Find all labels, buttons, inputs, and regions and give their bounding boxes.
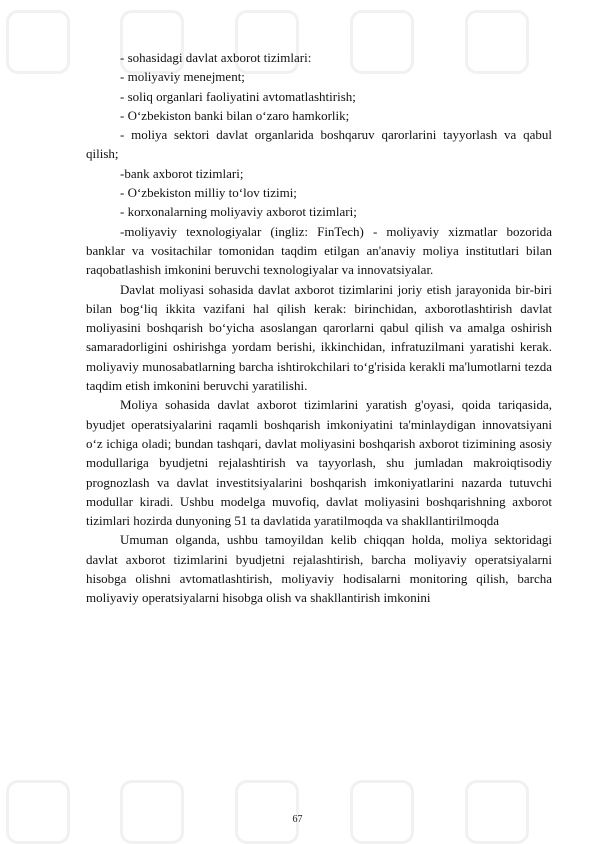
page-number: 67	[292, 814, 303, 825]
list-item-moliyaviy-menejment: - moliyaviy menejment;	[120, 69, 245, 85]
list-item-korxonalar-tizimlari: - korxonalarning moliyaviy axborot tizimlari;	[120, 204, 357, 220]
list-item-milliy-tolov-tizimi: - O‘zbekiston milliy to‘lov tizimi;	[120, 185, 297, 201]
paragraph-davlat-moliyasi: Davlat moliyasi sohasida davlat axborot tizimlarini joriy etish jarayonida bir-biri bilan bog‘liq ikkita vazifani hal qilish kerak: birinchidan, axborotlashtirish davlat moliyasini boshqarish bo‘yicha asoslangan qarorlarni qabul qilish va amalga oshirish samaradorligini oshirishga yordam berishi, ikkinchidan, infratuzilmani yaratishi kerak. moliyaviy munosabatlarning barcha ishtirokchilari to‘g'risida kerakli ma'lumotlarni tezda taqdim etish imkonini beruvchi yaratilishi.	[86, 281, 552, 394]
list-item-boshqaruv-qarorlari: - moliya sektori davlat organlarida boshqaruv qarorlarini tayyorlash va qabul qilish;	[86, 127, 552, 162]
paragraph-moliya-sohasida: Moliya sohasida davlat axborot tizimlarini yaratish g'oyasi, qoida tariqasida, byudjet operatsiyalarini raqamli boshqarish imkoniyatini ta'minlaydigan innovatsiyani o‘z ichiga oladi; bundan tashqari, davlat moliyasini boshqarish axborot tizimining asosiy modullariga byudjetni rejalashtirish va tayyorlash, shu jumladan makroiqtisodiy prognozlash va davlat investitsiyalarini boshqarish imkoniyatlarini nazarda tutuvchi modullar kiradi. Ushbu modelga muvofiq, davlat moliyasini boshqarishning axborot tizimlari hozirda dunyoning 51 ta davlatida yaratilmoqda va shakllantirilmoqda	[86, 397, 552, 529]
list-item-sohasidagi-tizimlar: - sohasidagi davlat axborot tizimlari:	[120, 50, 312, 65]
document-body	[86, 48, 552, 608]
list-item-bank-axborot-tizimlari: -bank axborot tizimlari;	[120, 165, 244, 181]
list-item-ozbekiston-banki: - O‘zbekiston banki bilan o‘zaro hamkorlik;	[120, 107, 350, 123]
paragraph-umuman-olganda: Umuman olganda, ushbu tamoyildan kelib chiqqan holda, moliya sektoridagi davlat axborot tizimlarini byudjetni rejalashtirish, barcha moliyaviy operatsiyalarni hisobga olishni avtomatlashtirish, moliyaviy hodisalarni monitoring qilish, barcha moliyaviy operatsiyalarni hisobga olish va shakllantirish imkonini	[86, 532, 552, 606]
list-item-soliq-organlari: - soliq organlari faoliyatini avtomatlashtirish;	[120, 88, 356, 104]
list-item-fintech: -moliyaviy texnologiyalar (ingliz: FinTech) - moliyaviy xizmatlar bozorida banklar va vositachilar tomonidan taqdim etilgan an'anaviy moliya institutlari bilan raqobatlashish imkonini beruvchi texnologiyalar va innovatsiyalar.	[86, 223, 552, 278]
